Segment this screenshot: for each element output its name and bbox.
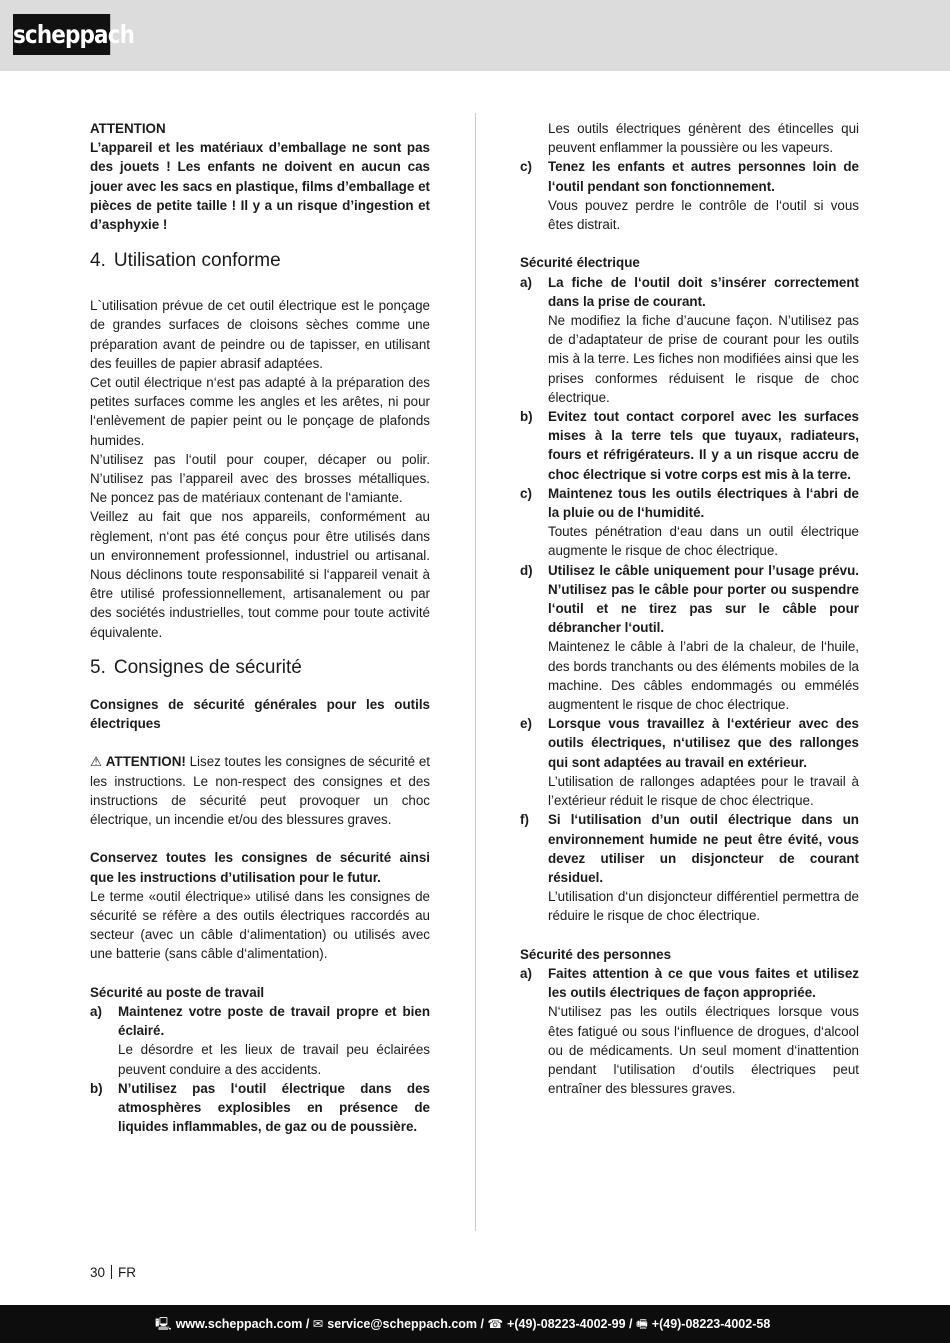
list-item [520, 810, 859, 925]
section-5-title: Consignes de sécurité [113, 656, 302, 678]
list-item [520, 714, 859, 810]
item-bold: Lorsque vous travaillez à l‘extérieur avec des outils électriques, n‘utilisez que des rallonges qui sont adaptées au travail en extérieur. [548, 716, 859, 770]
item-label: d) [520, 562, 533, 578]
list-item [520, 484, 859, 561]
electrical-safety-heading: Sécurité électrique [520, 255, 640, 271]
phone-icon: ☎︎ [487, 1317, 504, 1331]
item-text: N‘utilisez pas les outils électriques lorsque vous êtes fatigué ou sous l‘influence de drogues, d‘alcool ou de médicaments. Un seul moment d‘inattention pendant l‘utilisation d‘outils électriques peut entraîner des blessures graves. [548, 1004, 859, 1097]
item-text: L’utilisation d‘un disjoncteur différentiel permettra de réduire le risque de choc électrique. [548, 889, 859, 924]
item-text: Les outils électriques génèrent des étincelles qui peuvent enflammer la poussière ou les vapeurs. [548, 121, 859, 156]
item-label: f) [520, 812, 529, 828]
item-text: Ne modifiez la fiche d’aucune façon. N’utilisez pas de d’adaptateur de prise de courant pour les outils mis à la terre. Les fiches non modifiées ainsi que les prises conformes réduisent le risque de choc électrique. [548, 313, 859, 405]
item-text: Maintenez le câble à l’abri de la chaleur, de l‘huile, des bords tranchants ou des éléments mobiles de la machine. Des câbles endommagés ou emmélés augmentent le risque de choc électrique. [548, 639, 859, 713]
left-column [90, 119, 430, 1137]
page-number-value: 30 [90, 1265, 106, 1280]
item-bold: Utilisez le câble uniquement pour l’usage prévu. N’utilisez pas le câble pour porter ou suspendre l‘outil et ne tirez pas sur le câble pour débrancher l‘outil. [548, 562, 859, 636]
list-item [520, 561, 859, 715]
item-text: Vous pouvez perdre le contrôle de l‘outil si vous êtes distrait. [548, 197, 859, 233]
item-label: b) [520, 409, 533, 425]
section-5-number: 5. [90, 656, 106, 678]
list-item [520, 407, 859, 484]
right-column [520, 119, 859, 1098]
item-bold: N’utilisez pas l‘outil électrique dans des atmosphères explosibles en présence de liquides inflammables, de gaz ou de poussière. [118, 1080, 430, 1135]
section-4-heading [90, 249, 430, 273]
list-item [520, 964, 859, 1098]
section-4-number: 4. [90, 250, 106, 272]
footer-website[interactable]: www.scheppach.com / [175, 1317, 310, 1331]
personal-safety-heading: Sécurité des personnes [520, 946, 672, 962]
list-item-continuation [520, 119, 859, 157]
footer-phone: +(49)-08223-4002-99 / [507, 1317, 633, 1331]
warning-label: ATTENTION! [105, 754, 186, 770]
item-bold: Tenez les enfants et autres personnes loin de l‘outil pendant son fonctionnement. [548, 159, 859, 194]
mail-icon: ✉︎ [312, 1317, 324, 1331]
item-bold: Maintenez votre poste de travail propre et bien éclairé. [118, 1004, 430, 1039]
item-text: Le désordre et les lieux de travail peu éclairées peuvent conduire a des accidents. [118, 1042, 430, 1077]
brand-logo: scheppach [13, 14, 110, 55]
fax-icon: 🖷︎ [635, 1317, 648, 1331]
item-label: a) [90, 1004, 102, 1020]
item-bold: Evitez tout contact corporel avec les surfaces mises à la terre tels que tuyaux, radiateurs, fours et réfrigérateurs. Il y a un risque accru de choc électrique si votre corps est mis à la terre. [548, 409, 859, 482]
item-label: a) [520, 274, 532, 290]
general-safety-subheading: Consignes de sécurité générales pour les outils électriques [90, 696, 430, 732]
footer-email[interactable]: service@scheppach.com / [327, 1317, 484, 1331]
warning-paragraph [90, 752, 430, 829]
warning-triangle-icon: ⚠ [90, 754, 103, 770]
section-5-heading [90, 656, 430, 680]
page-number-separator [111, 1265, 112, 1279]
item-bold: La fiche de l‘outil doit s’insérer correctement dans la prise de courant. [548, 274, 859, 309]
attention-text: L’appareil et les matériaux d’emballage ne sont pas des jouets ! Les enfants ne doivent en aucun cas jouer avec les sacs en plastique, films d’emballage et pièces de petite taille ! Il y a un risque d’ingestion et d’asphyxie ! [90, 140, 430, 233]
page-number [90, 1265, 136, 1280]
footer-fax: +(49)-08223-4002-58 [651, 1317, 771, 1331]
item-label: b) [90, 1080, 103, 1096]
section-4-paragraph: Veillez au fait que nos appareils, conformément au règlement, n‘ont pas été conçus pour être utilisés dans un environnement professionnel, industriel ou artisanal. Nous déclinons toute responsabilité si l‘appareil venait à être utilisé professionnellement, artisanalement ou par des sociétés industrielles, tout comme pour toute activité équivalente. [90, 509, 430, 640]
page-footer [0, 1305, 950, 1343]
item-label: c) [520, 485, 532, 501]
warning-text: Lisez toutes les consignes de sécurité et les instructions. Le non-respect des consignes et des instructions de sécurité peut provoquer un choc électrique, un incendie et/ou des blessures graves. [90, 754, 431, 828]
item-bold: Si l‘utilisation d’un outil électrique dans un environnement humide ne peut être évité, vous devez utiliser un disjoncteur de courant résiduel. [548, 812, 859, 885]
page-header [0, 0, 950, 71]
item-bold: Maintenez tous les outils électriques à l‘abri de la pluie ou de l‘humidité. [548, 485, 859, 521]
list-item [520, 273, 859, 407]
item-bold: Faites attention à ce que vous faites et utilisez les outils électriques de façon appropriée. [548, 965, 859, 1001]
item-label: e) [520, 716, 532, 732]
list-item [90, 1079, 430, 1137]
section-4-paragraph: Cet outil électrique n‘est pas adapté à la préparation des petites surfaces comme les angles et les arêtes, ni pour l‘enlèvement de papier peint ou le ponçage de plafonds humides. [90, 375, 430, 448]
workplace-safety-heading: Sécurité au poste de travail [90, 984, 265, 1000]
attention-heading: ATTENTION [90, 121, 166, 136]
keep-instructions-bold: Conservez toutes les consignes de sécurité ainsi que les instructions d’utilisation pour le futur. [90, 850, 430, 885]
list-item [520, 157, 859, 234]
item-text: L’utilisation de rallonges adaptées pour le travail à l’extérieur réduit le risque de choc électrique. [548, 773, 859, 809]
section-4-paragraph: L`utilisation prévue de cet outil électrique est le ponçage de grandes surfaces de cloisons sèches comme une préparation avant de peindre ou de tapisser, en utilisant des feuilles de papier abrasif adaptées. [90, 298, 430, 371]
column-divider [475, 113, 476, 1231]
section-4-paragraph: N’utilisez pas l‘outil pour couper, décaper ou polir. N’utilisez pas l’appareil avec des brosses métalliques. Ne poncez pas de matériaux contenant de l‘amiante. [90, 451, 430, 506]
item-label: c) [520, 159, 532, 175]
language-code: FR [118, 1265, 137, 1280]
section-4-title: Utilisation conforme [113, 250, 281, 272]
list-item [90, 1002, 430, 1079]
computer-icon: 🖳︎ [155, 1317, 172, 1331]
keep-instructions-text: Le terme «outil électrique» utilisé dans les consignes de sécurité se réfère a des outils électriques raccordés au secteur (avec un câble d‘alimentation) ou utilisés avec une batterie (sans câble d‘alimentation). [90, 888, 430, 962]
item-label: a) [520, 965, 532, 981]
item-text: Toutes pénétration d‘eau dans un outil électrique augmente le risque de choc électrique. [548, 524, 859, 559]
